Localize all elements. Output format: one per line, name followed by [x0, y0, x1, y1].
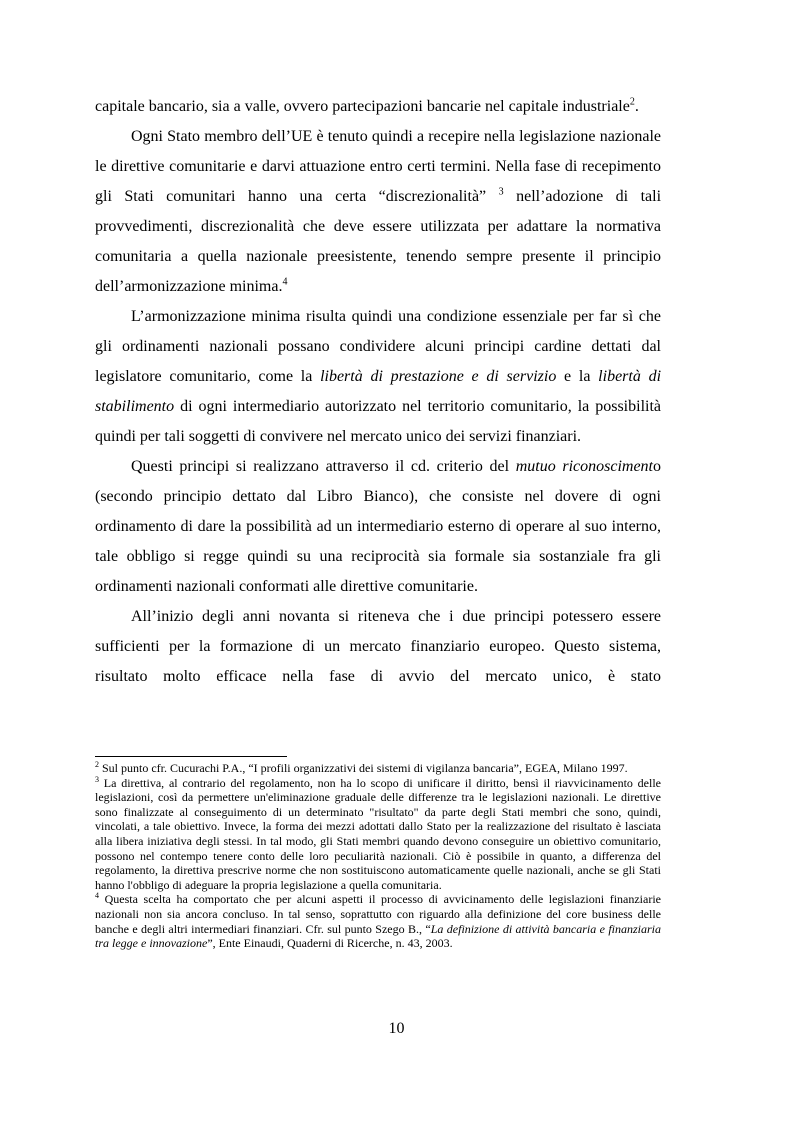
footnote-ref-4[interactable]: 4 — [282, 276, 288, 288]
footnote-3 — [95, 776, 661, 893]
page-number: 10 — [388, 1020, 405, 1037]
footnote-ref-3[interactable]: 3 — [498, 186, 504, 198]
paragraph-armonizzazione — [95, 302, 661, 452]
italic-term: libertà di prestazione e di servizio — [320, 368, 557, 385]
paragraph-text: Questi principi si realizzano attraverso il cd. criterio del — [131, 458, 516, 475]
footnote-ref-2[interactable]: 2 — [629, 96, 635, 108]
paragraph-text: e la — [556, 368, 599, 385]
italic-term: libertà di stabilimento — [95, 368, 662, 415]
footnote-text: ”, Ente Einaudi, Quaderni di Ricerche, n. 43, 2003. — [207, 936, 453, 951]
italic-term: mutuo riconosciment — [515, 458, 653, 475]
body-text — [95, 92, 661, 692]
paragraph-anni-novanta — [95, 602, 661, 692]
footnote-2 — [95, 761, 661, 776]
footnote-number: 3 — [95, 774, 99, 784]
footnote-separator — [95, 756, 287, 757]
paragraph-recepimento — [95, 122, 661, 302]
paragraph-text: capitale bancario, sia a valle, ovvero partecipazioni bancarie nel capitale industriale — [95, 98, 630, 115]
paragraph-text: All’inizio degli anni novanta si riteneva che i due principi potessero essere sufficienti per la formazione di un mercato finanziario europeo. Questo sistema, risultato molto efficace nella fase di avvio del mercato unico, è stato — [95, 608, 661, 685]
footnote-number: 4 — [95, 891, 99, 901]
paragraph-text: o (secondo principio dettato dal Libro Bianco), che consiste nel dovere di ogni ordinamento di dare la possibilità ad un intermediario esterno di operare al suo interno, tale obbligo si regge quindi su una reciprocità sia formale sia sostanziale fra gli ordinamenti nazionali conformati alle direttive comunitarie. — [95, 458, 661, 595]
paragraph-text: di ogni intermediario autorizzato nel territorio comunitario, la possibilità quindi per tali soggetti di convivere nel mercato unico dei servizi finanziari. — [95, 398, 661, 445]
footnote-italic-title: La definizione di attività bancaria e finanziaria tra legge e innovazione — [95, 921, 661, 951]
paragraph-text: L’armonizzazione minima risulta quindi una condizione essenziale per far sì che gli ordinamenti nazionali possano condividere alcuni principi cardine dettati dal legislatore comunitario, come la — [95, 308, 661, 385]
footnote-text: La direttiva, al contrario del regolamento, non ha lo scopo di unificare il diritto, bensì il riavvicinamento delle legislazioni, così da permettere un'eliminazione graduale delle differenze tra le legislazioni nazionali. Le direttive sono finalizzate al conseguimento di un determinato "risultato" da parte degli Stati membri che sono, quindi, vincolati, a tale obiettivo. Invece, la forma dei mezzi adottati dallo Stato per la realizzazione del risultato è lasciata alla libera iniziativa degli stessi. In tal modo, gli Stati membri quando devono conseguire un obiettivo comunitario, possono nel contempo tenere conto delle loro peculiarità nazionali. Ciò è possibile in quanto, a differenza del regolamento, la direttiva prescrive norme che non sostituiscono automaticamente quelle nazionali, anche se gli Stati hanno l'obbligo di adeguare la propria legislazione a quella comunitaria. — [95, 775, 661, 892]
footnotes — [95, 761, 661, 951]
footnote-number: 2 — [95, 760, 99, 769]
paragraph-mutuo-riconoscimento — [95, 452, 661, 602]
paragraph-continuation — [95, 92, 661, 122]
paragraph-text: Ogni Stato membro dell’UE è tenuto quindi a recepire nella legislazione nazionale le direttive comunitarie e darvi attuazione entro certi termini. Nella fase di recepimento gli Stati comunitari hanno una certa “discrezionalità” — [95, 128, 661, 205]
paragraph-text: nell’adozione di tali provvedimenti, discrezionalità che deve essere utilizzata per adattare la normativa comunitaria a quella nazionale preesistente, tenendo sempre presente il principio dell’armonizzazione minima. — [95, 188, 662, 295]
footnote-text: Questa scelta ha comportato che per alcuni aspetti il processo di avvicinamento delle legislazioni finanziarie nazionali non sia ancora concluso. In tal senso, soprattutto con riguardo alla definizione del core business delle banche e degli altri intermediari finanziari. Cfr. sul punto Szego B., “ — [95, 892, 661, 936]
paragraph-text: . — [634, 98, 639, 115]
footnote-text: Sul punto cfr. Cucurachi P.A., “I profili organizzativi dei sistemi di vigilanza bancaria”, EGEA, Milano 1997. — [99, 761, 628, 775]
footnote-4 — [95, 892, 661, 950]
